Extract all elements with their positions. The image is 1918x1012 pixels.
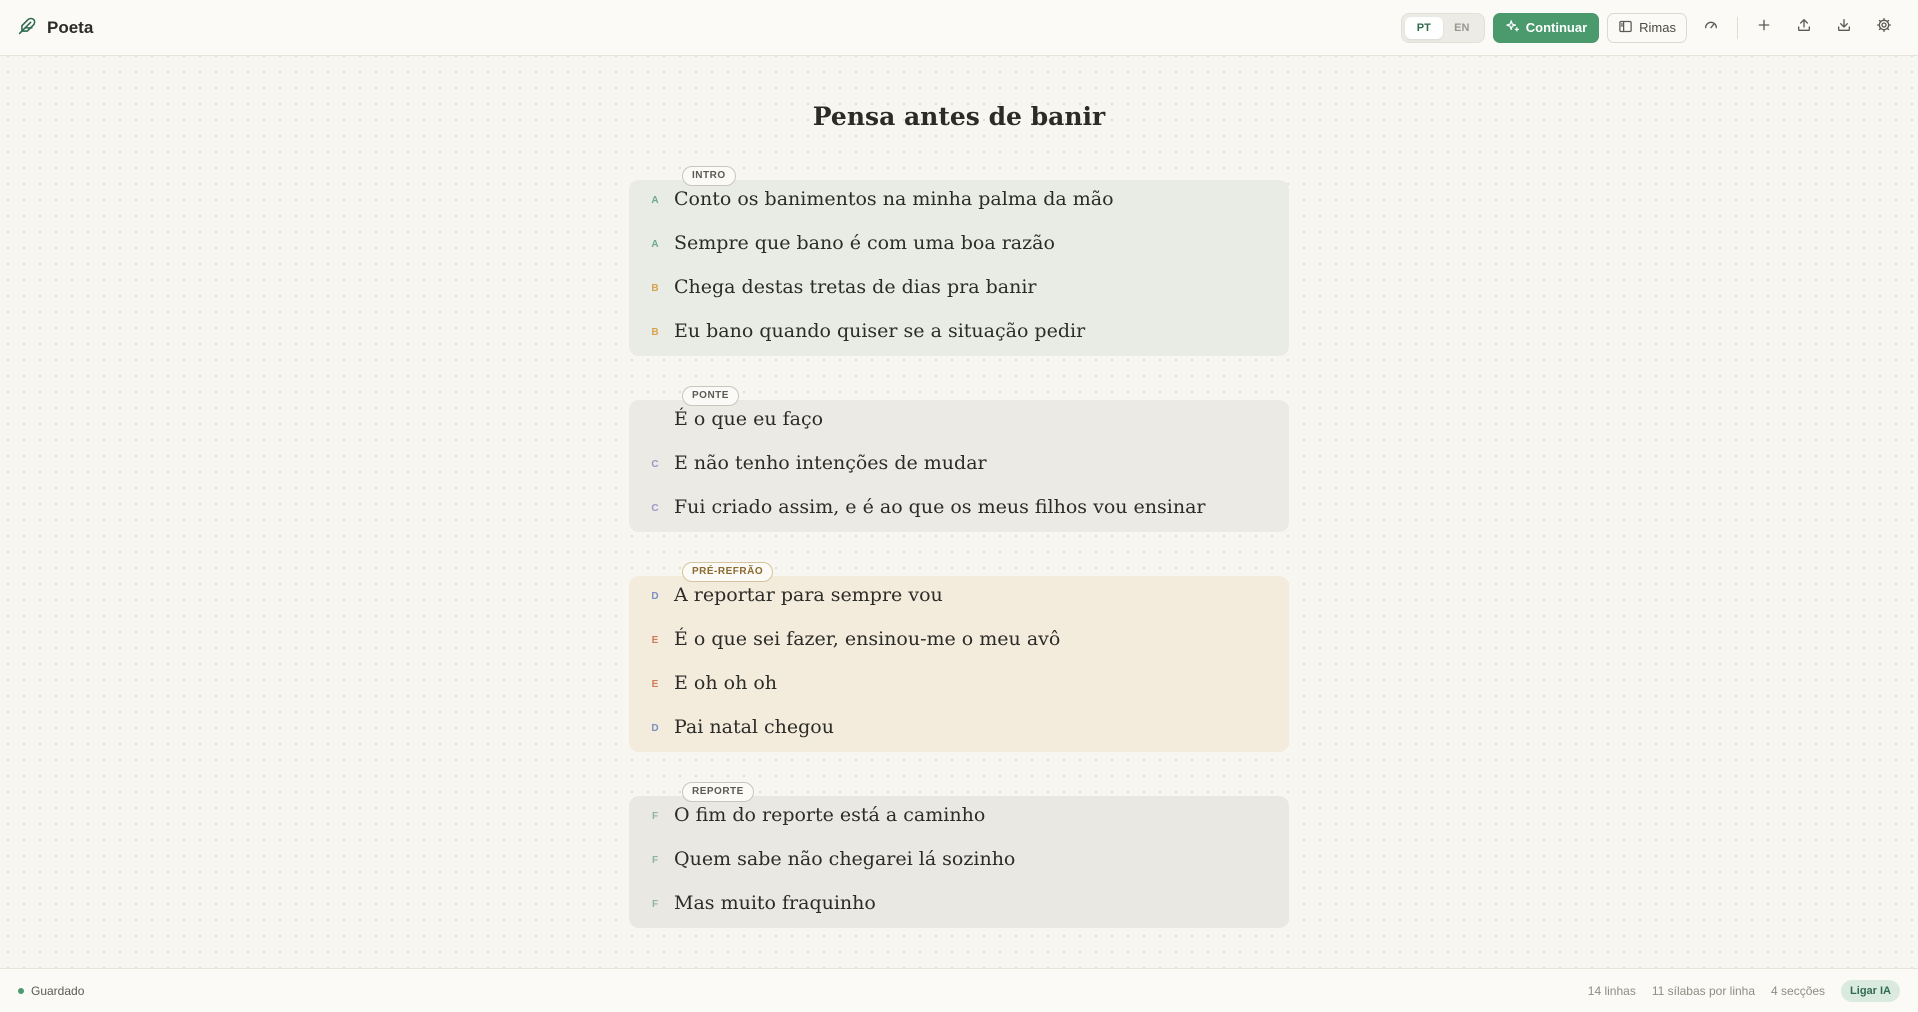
app-name: Poeta: [47, 17, 94, 37]
rhyme-letter: C: [651, 503, 659, 514]
line-count: 14 linhas: [1587, 983, 1636, 998]
connect-ai-button[interactable]: Ligar IA: [1841, 980, 1900, 1002]
rhyme-letter: E: [651, 679, 659, 690]
rhyme-letter: A: [651, 195, 659, 206]
saved-dot-icon: [18, 988, 24, 994]
section-count: 4 secções: [1771, 983, 1826, 998]
plus-icon: [1756, 17, 1772, 38]
brand[interactable]: [18, 16, 93, 40]
language-toggle: [1401, 13, 1485, 43]
section-intro: [629, 170, 1289, 356]
line-text: Chega destas tretas de dias pra banir: [674, 276, 1037, 298]
rhyme-letter: D: [651, 723, 659, 734]
rhyme-letter: B: [651, 327, 659, 338]
section-tag[interactable]: INTRO: [682, 166, 736, 186]
verse-line[interactable]: [629, 180, 1289, 224]
rhymes-label: Rimas: [1639, 20, 1676, 35]
section-tag[interactable]: REPORTE: [682, 782, 754, 802]
syllable-count: 11 sílabas por linha: [1651, 983, 1756, 998]
rhyme-letter: B: [651, 283, 659, 294]
add-section-button[interactable]: [1748, 13, 1780, 43]
status-bar: [0, 968, 1918, 1012]
toolbar: [1401, 13, 1900, 43]
rhyme-letter: C: [651, 459, 659, 470]
verse-line[interactable]: [629, 664, 1289, 708]
verse-line[interactable]: [629, 796, 1289, 840]
rhyme-letter: F: [651, 855, 659, 866]
line-text: A reportar para sempre vou: [674, 584, 943, 606]
verse-line[interactable]: [629, 708, 1289, 752]
rhyme-letter: E: [651, 635, 659, 646]
line-text: É o que eu faço: [674, 408, 824, 430]
verse-line[interactable]: [629, 576, 1289, 620]
line-text: Eu bano quando quiser se a situação pedir: [674, 320, 1086, 342]
verse-line[interactable]: [629, 488, 1289, 532]
section-tag[interactable]: PONTE: [682, 386, 739, 406]
settings-button[interactable]: [1868, 13, 1900, 43]
toolbar-divider: [1737, 17, 1738, 39]
download-icon: [1836, 17, 1852, 38]
upload-icon: [1796, 17, 1812, 38]
verse-line[interactable]: [629, 840, 1289, 884]
rhyme-letter: D: [651, 591, 659, 602]
feather-icon: [18, 16, 37, 40]
save-status: [18, 984, 84, 998]
section-ponte: [629, 390, 1289, 532]
line-text: Conto os banimentos na minha palma da mão: [674, 188, 1114, 210]
verse-line[interactable]: [629, 312, 1289, 356]
line-text: E oh oh oh: [674, 672, 778, 694]
rhymes-button[interactable]: [1607, 13, 1687, 43]
line-text: Mas muito fraquinho: [674, 892, 876, 914]
verse-line[interactable]: [629, 884, 1289, 928]
sparkles-icon: [1505, 19, 1520, 37]
verse-line[interactable]: [629, 224, 1289, 268]
continue-button[interactable]: [1493, 13, 1599, 43]
saved-label: Guardado: [31, 983, 85, 998]
lang-pt-button[interactable]: PT: [1405, 17, 1443, 39]
verse-line[interactable]: [629, 620, 1289, 664]
verse-line[interactable]: [629, 268, 1289, 312]
gear-icon: [1876, 17, 1892, 38]
panel-icon: [1618, 19, 1633, 37]
line-text: Pai natal chegou: [674, 716, 834, 738]
song-title[interactable]: Pensa antes de banir: [812, 102, 1106, 131]
lang-en-button[interactable]: EN: [1454, 21, 1470, 34]
rhyme-letter: F: [651, 899, 659, 910]
section-tag[interactable]: PRÉ-REFRÃO: [682, 562, 773, 582]
line-text: O fim do reporte está a caminho: [674, 804, 986, 826]
line-text: Quem sabe não chegarei lá sozinho: [674, 848, 1016, 870]
line-text: E não tenho intenções de mudar: [674, 452, 987, 474]
stats: [1588, 980, 1900, 1002]
section-pre-refrao: [629, 566, 1289, 752]
meter-button[interactable]: [1695, 13, 1727, 43]
continue-label: Continuar: [1525, 20, 1588, 35]
verse-line[interactable]: [629, 444, 1289, 488]
verse-line[interactable]: [629, 400, 1289, 444]
line-text: Fui criado assim, e é ao que os meus filhos vou ensinar: [674, 496, 1206, 518]
gauge-icon: [1703, 17, 1719, 38]
rhyme-letter: F: [651, 811, 659, 822]
line-text: Sempre que bano é com uma boa razão: [674, 232, 1055, 254]
line-text: É o que sei fazer, ensinou-me o meu avô: [674, 628, 1061, 650]
top-bar: [0, 0, 1918, 56]
share-button[interactable]: [1788, 13, 1820, 43]
section-reporte: [629, 786, 1289, 928]
rhyme-letter: A: [651, 239, 659, 250]
download-button[interactable]: [1828, 13, 1860, 43]
